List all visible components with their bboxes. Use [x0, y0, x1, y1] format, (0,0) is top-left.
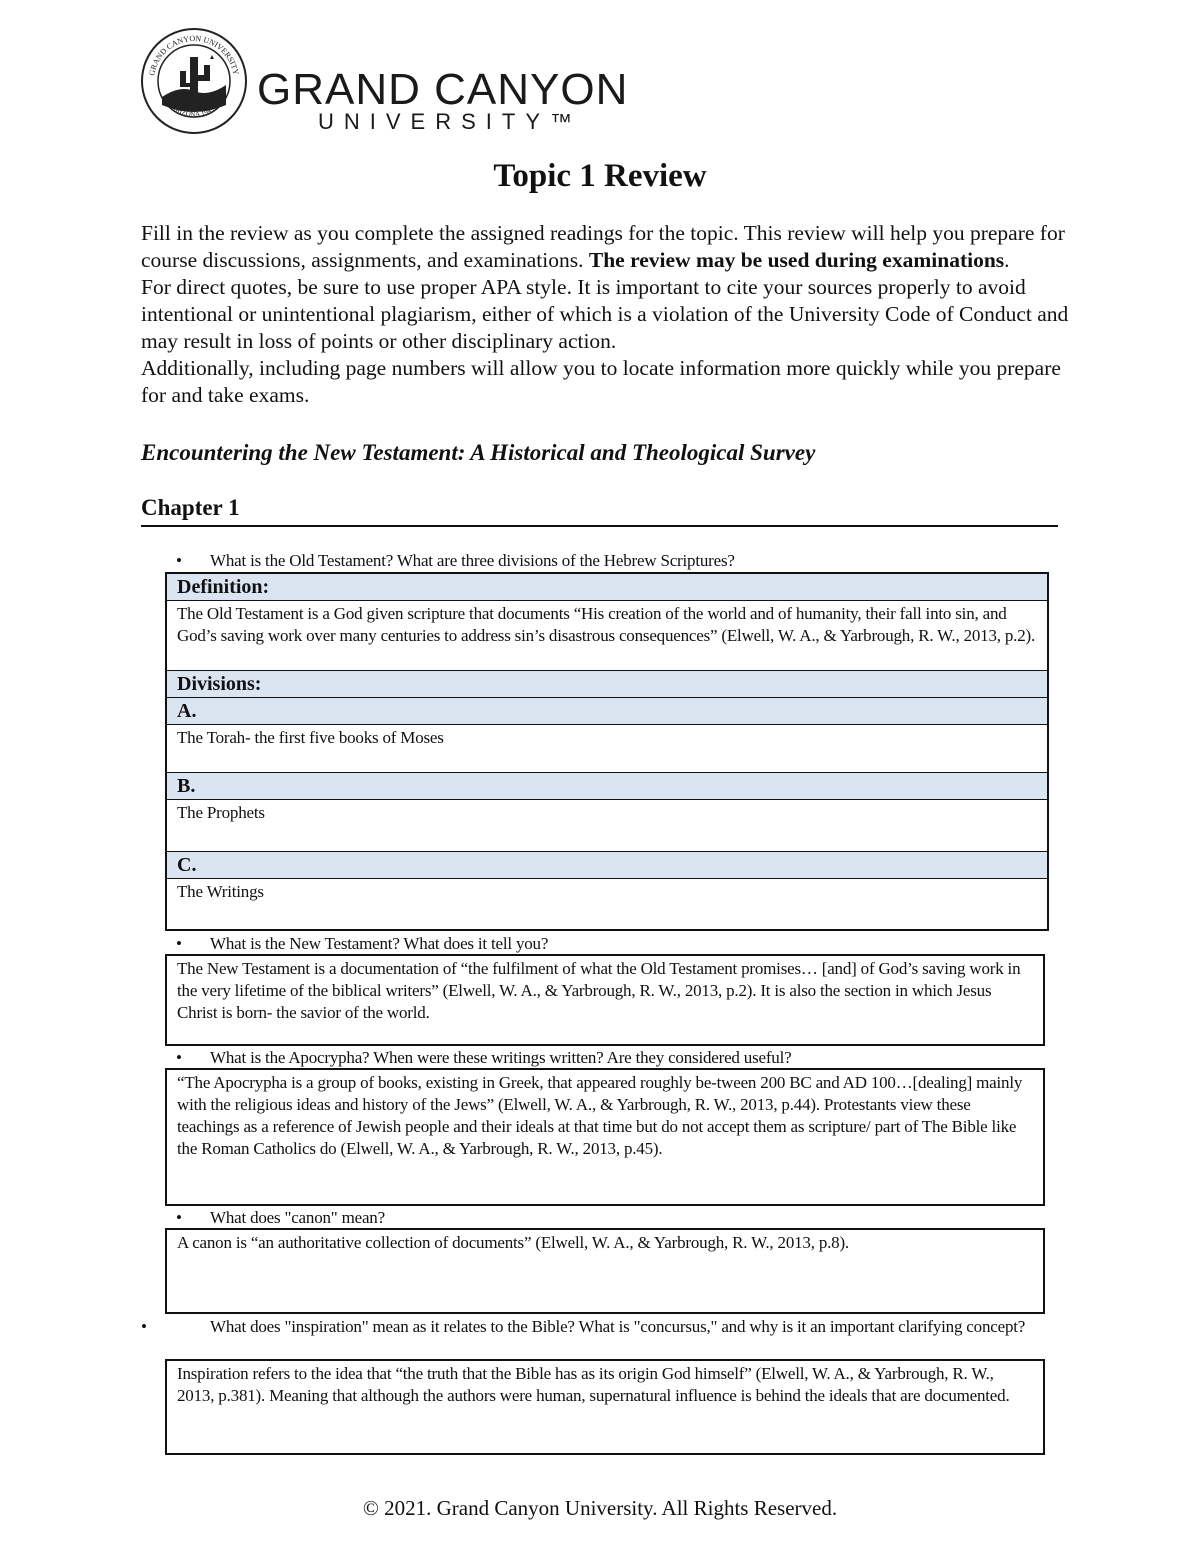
svg-text:ARIZONA 1949: ARIZONA 1949 [169, 103, 216, 119]
question-1 [176, 550, 735, 571]
definition-label: Definition: [167, 574, 1047, 601]
intro-p1-text: Fill in the review as you complete the assigned readings for the topic. This review will help you prepare for course discussions, assignments, and examinations. [141, 221, 1065, 272]
division-c-label: C. [167, 852, 1047, 879]
answer-2-box[interactable]: The New Testament is a documentation of “the fulfilment of what the Old Testament promises… [and] of God’s saving work in the very lifetime of the biblical writers” (Elwell, W. A., & Yarbrough, R. W., 2013, p.2). It is also the section in which Jesus Christ is born- the savior of the world. [165, 954, 1045, 1046]
copyright-footer: © 2021. Grand Canyon University. All Rights Reserved. [362, 1496, 838, 1520]
question-5-text: What does "inspiration" mean as it relates to the Bible? What is "concursus," and why is it an important clarifying concept? [210, 1317, 1026, 1336]
page-title: Topic 1 Review [493, 158, 707, 194]
question-5 [141, 1316, 1081, 1337]
question-4-text: What does "canon" mean? [210, 1208, 385, 1227]
question-1-text: What is the Old Testament? What are three divisions of the Hebrew Scriptures? [210, 551, 735, 570]
divisions-label: Divisions: [167, 671, 1047, 698]
bullet-icon: • [176, 1048, 182, 1067]
bullet-icon: • [176, 551, 182, 570]
university-logo [140, 27, 629, 135]
university-seal-icon [140, 27, 248, 135]
question-3-text: What is the Apocrypha? When were these writings written? Are they considered useful? [210, 1048, 792, 1067]
brand-name: GRAND CANYON [257, 65, 629, 114]
question-2 [176, 933, 548, 954]
definition-answer[interactable]: The Old Testament is a God given scripture that documents “His creation of the world and of humanity, their fall into sin, and God’s saving work over many centuries to address sin’s disastrous consequences” (Elwell, W. A., & Yarbrough, R. W., 2013, p.2). [167, 601, 1047, 671]
intro-p1-bold: The review may be used during examinations [588, 248, 1005, 272]
answer-4-box[interactable]: A canon is “an authoritative collection of documents” (Elwell, W. A., & Yarbrough, R. W., 2013, p.8). [165, 1228, 1045, 1314]
chapter-heading: Chapter 1 [141, 493, 1058, 527]
old-testament-table [165, 572, 1049, 931]
answer-3-box[interactable]: “The Apocrypha is a group of books, existing in Greek, that appeared roughly be-tween 200 BC and AD 100…[dealing] mainly with the religious ideas and history of the Jews” (Elwell, W. A., & Yarbrough, R. W., 2013, p.44). Protestants view these teachings as a reference of Jewish people and their ideals at that time but do not accept them as scripture/ part of The Bible like the Roman Catholics do (Elwell, W. A., & Yarbrough, R. W., 2013, p.45). [165, 1068, 1045, 1206]
bullet-icon: • [141, 1317, 147, 1336]
svg-text:GRAND CANYON UNIVERSITY: GRAND CANYON UNIVERSITY [147, 33, 241, 77]
division-a-answer[interactable]: The Torah- the first five books of Moses [167, 725, 1047, 773]
division-b-answer[interactable]: The Prophets [167, 800, 1047, 852]
question-3 [176, 1047, 791, 1068]
division-c-answer[interactable]: The Writings [177, 882, 264, 901]
bullet-icon: • [176, 934, 182, 953]
bullet-icon: • [176, 1208, 182, 1227]
division-a-label: A. [167, 698, 1047, 725]
book-title: Encountering the New Testament: A Historical and Theological Survey [141, 440, 816, 465]
intro-text [141, 220, 1071, 409]
question-4 [176, 1207, 385, 1228]
question-2-text: What is the New Testament? What does it tell you? [210, 934, 549, 953]
division-b-label: B. [167, 773, 1047, 800]
intro-p1-end: . [1004, 248, 1010, 272]
intro-paragraph-3: Additionally, including page numbers will allow you to locate information more quickly while you prepare for and take exams. [141, 356, 1061, 407]
answer-5-box[interactable]: Inspiration refers to the idea that “the truth that the Bible has as its origin God himself” (Elwell, W. A., & Yarbrough, R. W., 2013, p.381). Meaning that although the authors were human, supernatural influence is behind the ideals that are documented. [165, 1359, 1045, 1455]
intro-paragraph-1 [141, 220, 1071, 274]
brand-subtitle: UNIVERSITY™ [318, 109, 583, 134]
intro-paragraph-2: For direct quotes, be sure to use proper APA style. It is important to cite your sources properly to avoid intentional or unintentional plagiarism, either of which is a violation of the University Code of Conduct and may result in loss of points or other disciplinary action. [141, 275, 1069, 353]
